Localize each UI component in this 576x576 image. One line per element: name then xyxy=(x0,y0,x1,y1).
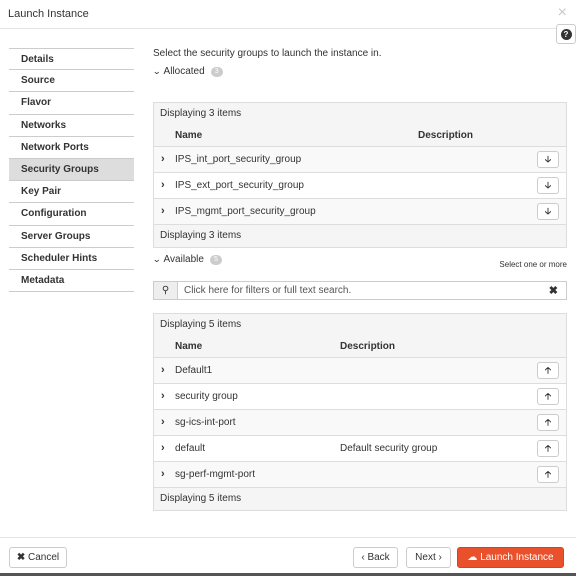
chevron-right-icon[interactable]: › xyxy=(161,205,165,217)
chevron-right-icon[interactable]: › xyxy=(161,390,165,402)
available-displaying-top: Displaying 5 items xyxy=(154,314,566,336)
arrow-up-icon[interactable]: 🡡 xyxy=(537,414,559,431)
table-row[interactable] xyxy=(154,384,566,410)
nav-item-security-groups[interactable]: Security Groups xyxy=(9,159,134,181)
allocated-table xyxy=(153,102,567,248)
nav-item-server-groups[interactable]: Server Groups xyxy=(9,226,134,248)
chevron-right-icon[interactable]: › xyxy=(161,468,165,480)
allocated-count-badge: 3 xyxy=(211,67,223,77)
back-button[interactable] xyxy=(353,547,398,568)
launch-instance-button[interactable] xyxy=(457,547,564,568)
available-table xyxy=(153,313,567,511)
nav-item-source[interactable]: Source xyxy=(9,70,134,92)
chevron-right-icon[interactable]: › xyxy=(161,153,165,165)
nav-item-network-ports[interactable]: Network Ports xyxy=(9,137,134,159)
cancel-button[interactable] xyxy=(9,547,67,568)
row-name: IPS_ext_port_security_group xyxy=(175,180,304,191)
arrow-down-icon[interactable]: 🡣 xyxy=(537,177,559,194)
chevron-down-icon: ⌄ xyxy=(152,254,162,264)
help-button[interactable] xyxy=(556,24,576,44)
available-count-badge: 5 xyxy=(210,255,222,265)
allocated-displaying-top: Displaying 3 items xyxy=(154,103,566,125)
back-label: Back xyxy=(367,552,390,563)
chevron-right-icon[interactable]: › xyxy=(161,179,165,191)
nav-item-key-pair[interactable]: Key Pair xyxy=(9,181,134,203)
column-header-name: Name xyxy=(175,341,203,352)
allocated-displaying-bottom: Displaying 3 items xyxy=(154,225,566,247)
table-row[interactable] xyxy=(154,147,566,173)
row-name: sg-ics-int-port xyxy=(175,417,236,428)
modal-title: Launch Instance xyxy=(8,8,89,20)
chevron-right-icon: › xyxy=(438,552,442,563)
column-header-description: Description xyxy=(340,341,396,352)
arrow-up-icon[interactable]: 🡡 xyxy=(537,388,559,405)
cloud-upload-icon: ☁ xyxy=(467,552,478,563)
next-button[interactable] xyxy=(406,547,451,568)
table-row[interactable] xyxy=(154,462,566,488)
select-hint: Select one or more xyxy=(499,260,567,269)
chevron-right-icon[interactable]: › xyxy=(161,416,165,428)
column-header-description: Description xyxy=(418,130,474,141)
allocated-label: Allocated xyxy=(163,66,205,77)
row-name: IPS_int_port_security_group xyxy=(175,154,302,165)
nav-item-metadata[interactable]: Metadata xyxy=(9,270,134,292)
arrow-up-icon[interactable]: 🡡 xyxy=(537,466,559,483)
launch-label: Launch Instance xyxy=(480,552,554,563)
nav-item-networks[interactable]: Networks xyxy=(9,115,134,137)
cancel-label: Cancel xyxy=(28,552,60,563)
allocated-column-headers xyxy=(154,125,566,147)
available-toggle[interactable] xyxy=(153,254,222,265)
arrow-up-icon[interactable]: 🡡 xyxy=(537,362,559,379)
close-icon: ✖ xyxy=(16,552,26,563)
modal-header xyxy=(0,0,576,29)
available-column-headers xyxy=(154,336,566,358)
help-icon: ? xyxy=(561,29,572,40)
arrow-up-icon[interactable]: 🡡 xyxy=(537,440,559,457)
search-icon: ⚲ xyxy=(154,282,178,299)
nav-item-flavor[interactable]: Flavor xyxy=(9,92,134,114)
table-row[interactable] xyxy=(154,173,566,199)
close-icon[interactable]: × xyxy=(557,4,567,21)
table-row[interactable] xyxy=(154,436,566,462)
allocated-toggle[interactable] xyxy=(153,66,223,77)
instructions-text: Select the security groups to launch the instance in. xyxy=(153,48,382,59)
next-label: Next xyxy=(415,552,436,563)
clear-search-icon[interactable]: ✖ xyxy=(548,285,558,297)
table-row[interactable] xyxy=(154,410,566,436)
available-label: Available xyxy=(163,254,204,265)
row-name: default xyxy=(175,443,206,454)
nav-item-configuration[interactable]: Configuration xyxy=(9,203,134,225)
row-name: Default1 xyxy=(175,365,213,376)
nav-item-scheduler-hints[interactable]: Scheduler Hints xyxy=(9,248,134,270)
modal-footer xyxy=(0,537,576,576)
chevron-left-icon: ‹ xyxy=(361,552,365,563)
row-description: Default security group xyxy=(340,443,438,454)
table-row[interactable] xyxy=(154,199,566,225)
row-name: security group xyxy=(175,391,238,402)
arrow-down-icon[interactable]: 🡣 xyxy=(537,151,559,168)
row-name: IPS_mgmt_port_security_group xyxy=(175,206,316,217)
chevron-right-icon[interactable]: › xyxy=(161,364,165,376)
chevron-right-icon[interactable]: › xyxy=(161,442,165,454)
chevron-down-icon: ⌄ xyxy=(152,66,162,76)
row-name: sg-perf-mgmt-port xyxy=(175,469,256,480)
wizard-nav xyxy=(9,48,134,292)
search-bar[interactable] xyxy=(153,281,567,300)
arrow-down-icon[interactable]: 🡣 xyxy=(537,203,559,220)
available-displaying-bottom: Displaying 5 items xyxy=(154,488,566,510)
column-header-name: Name xyxy=(175,130,203,141)
nav-item-details[interactable]: Details xyxy=(9,48,134,70)
table-row[interactable] xyxy=(154,358,566,384)
search-input[interactable]: Click here for filters or full text search. xyxy=(184,285,352,296)
